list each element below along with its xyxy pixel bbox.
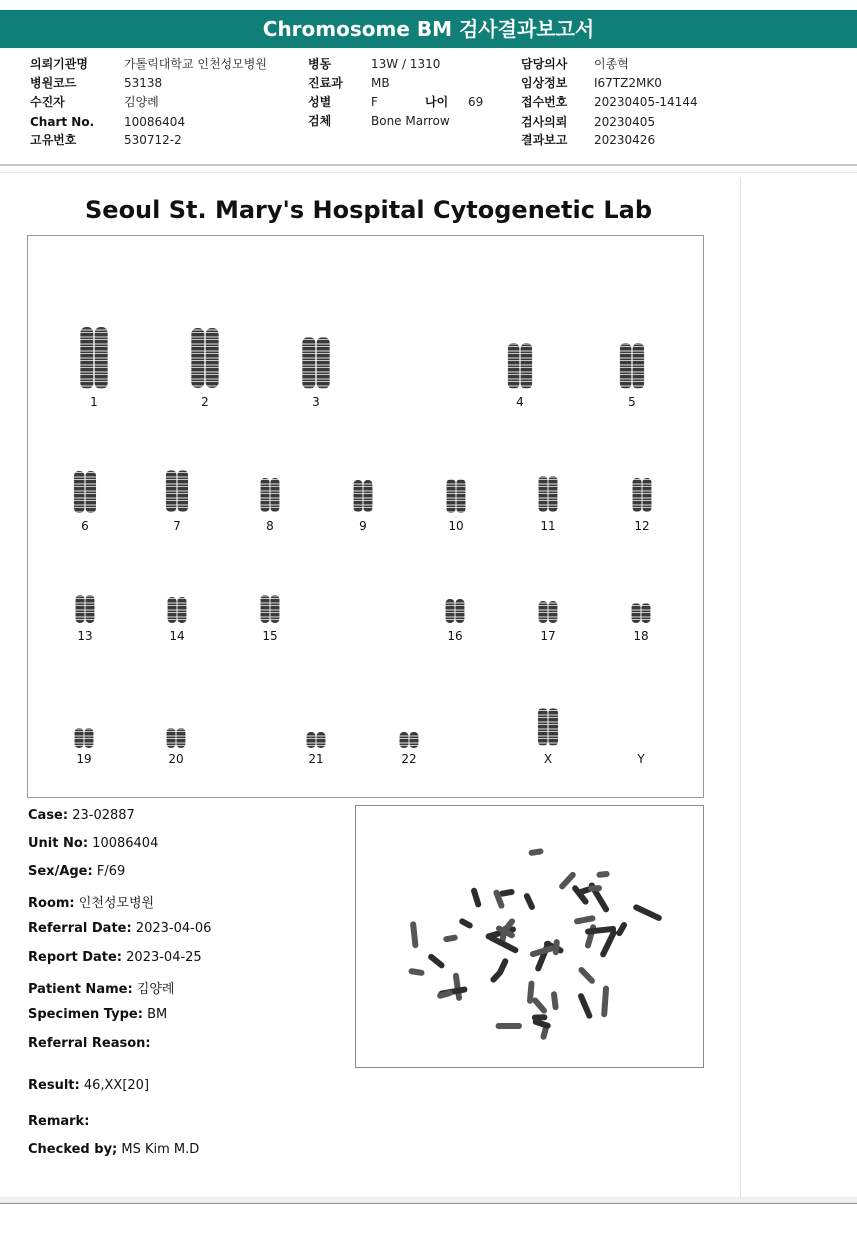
chromosome-label-16: 16 xyxy=(447,629,463,643)
meta-value-age: 69 xyxy=(468,95,484,109)
chromosome-label-15: 15 xyxy=(262,629,278,643)
room-label: Room: xyxy=(28,896,75,911)
field-remark xyxy=(28,1114,89,1129)
chromosome-label-11: 11 xyxy=(540,519,556,533)
patient-name-value: 김양례 xyxy=(136,982,175,997)
chromosome-label-7: 7 xyxy=(173,519,181,533)
case-label: Case: xyxy=(28,808,69,823)
chromosome-12-a xyxy=(633,478,642,512)
meta-label-sex: 성별 xyxy=(308,95,332,109)
chromosome-label-6: 6 xyxy=(81,519,89,533)
chromosome-5-a xyxy=(620,343,632,389)
chromosome-label-X: X xyxy=(543,752,553,766)
chromosome-label-21: 21 xyxy=(308,752,324,766)
meta-value-clinical-info: I67TZ2MK0 xyxy=(594,76,662,90)
meta-value-patient: 김양례 xyxy=(124,95,159,109)
room-value: 인천성모병원 xyxy=(78,896,155,911)
chromosome-label-17: 17 xyxy=(540,629,556,643)
footer-divider xyxy=(0,1203,857,1204)
meta-label-specimen: 검체 xyxy=(308,114,332,128)
field-case xyxy=(28,808,135,823)
metaphase-chromosome xyxy=(632,903,663,922)
metaphase-chromosome xyxy=(496,1023,522,1029)
chromosome-11-a xyxy=(539,476,548,512)
metaphase-chromosome xyxy=(596,871,610,878)
chromosome-18-b xyxy=(641,603,650,623)
meta-value-hospital-code: 53138 xyxy=(124,76,163,90)
field-result xyxy=(28,1078,149,1093)
chromosome-8-a xyxy=(261,478,270,512)
metaphase-chromosome xyxy=(408,968,425,976)
meta-label-request-date: 검사의뢰 xyxy=(521,115,568,129)
metaphase-chromosome xyxy=(458,917,474,929)
meta-value-sex: F xyxy=(371,95,378,109)
report-date-value: 2023-04-25 xyxy=(126,950,202,965)
chromosome-20-a xyxy=(167,728,176,748)
metaphase-chromosome xyxy=(531,996,548,1014)
chromosome-16-b xyxy=(455,599,464,623)
metaphase-chromosome xyxy=(427,953,446,970)
chromosome-11-b xyxy=(548,476,557,512)
report-title: Chromosome BM 검사결과보고서 xyxy=(0,10,857,48)
chromosome-label-2: 2 xyxy=(201,395,209,409)
meta-label-department: 진료과 xyxy=(308,76,343,90)
meta-label-unique-id: 고유번호 xyxy=(30,133,77,147)
meta-label-hospital-code: 병원코드 xyxy=(30,76,77,90)
remark-label: Remark: xyxy=(28,1114,90,1129)
metaphase-chromosome xyxy=(443,934,458,942)
metaphase-chromosome xyxy=(601,985,609,1017)
field-referral-date xyxy=(28,921,211,936)
meta-label-age: 나이 xyxy=(425,95,449,109)
metaphase-chromosome xyxy=(574,915,596,925)
chromosome-label-9: 9 xyxy=(359,519,367,533)
chromosome-21-b xyxy=(316,732,325,748)
meta-value-accession-no: 20230405-14144 xyxy=(594,95,698,109)
chromosome-X-a xyxy=(538,708,548,746)
chromosome-12-b xyxy=(642,478,651,512)
meta-value-department: MB xyxy=(371,76,390,90)
chromosome-15-a xyxy=(261,595,270,623)
meta-value-chart-no: 10086404 xyxy=(124,115,186,129)
metaphase-chromosome xyxy=(499,889,516,898)
chromosome-18-a xyxy=(632,603,641,623)
lab-title: Seoul St. Mary's Hospital Cytogenetic Lab xyxy=(85,196,652,224)
patient-name-label: Patient Name: xyxy=(28,982,133,997)
chromosome-label-14: 14 xyxy=(169,629,185,643)
referral-reason-label: Referral Reason: xyxy=(28,1036,151,1051)
chromosome-7-a xyxy=(166,470,177,512)
metaphase-image xyxy=(355,805,704,1068)
chromosome-22-b xyxy=(409,732,418,748)
field-checked-by xyxy=(28,1142,199,1157)
specimen-type-value: BM xyxy=(147,1007,168,1022)
meta-label-chart-no: Chart No. xyxy=(30,115,95,129)
header-divider-light xyxy=(0,172,857,173)
chromosome-2-a xyxy=(191,328,204,388)
unit-no-label: Unit No: xyxy=(28,836,89,851)
field-referral-reason xyxy=(28,1036,151,1051)
metaphase-chromosome xyxy=(528,848,544,856)
karyogram-image xyxy=(27,235,704,798)
chromosome-1-a xyxy=(80,327,93,389)
meta-value-request-date: 20230405 xyxy=(594,115,656,129)
chromosome-label-13: 13 xyxy=(77,629,93,643)
unit-no-value: 10086404 xyxy=(92,836,159,851)
meta-label-institution: 의뢰기관명 xyxy=(30,57,88,71)
chromosome-6-a xyxy=(74,471,85,513)
meta-value-specimen: Bone Marrow xyxy=(371,114,450,128)
chromosome-label-20: 20 xyxy=(168,752,184,766)
chromosome-14-a xyxy=(168,597,177,623)
result-value: 46,XX[20] xyxy=(83,1078,150,1093)
chromosome-9-a xyxy=(354,480,363,512)
chromosome-7-b xyxy=(178,470,189,512)
metaphase-chromosome xyxy=(410,921,419,948)
referral-date-label: Referral Date: xyxy=(28,921,132,936)
chromosome-4-a xyxy=(508,343,520,389)
meta-label-report-date: 결과보고 xyxy=(521,133,568,147)
chromosome-9-b xyxy=(363,480,372,512)
meta-label-doctor: 담당의사 xyxy=(521,57,568,71)
meta-label-clinical-info: 임상정보 xyxy=(521,76,568,90)
chromosome-label-8: 8 xyxy=(266,519,274,533)
chromosome-19-a xyxy=(75,728,84,748)
chromosome-label-1: 1 xyxy=(90,395,98,409)
checked-by-value: MS Kim M.D xyxy=(121,1142,200,1157)
metaphase-chromosome xyxy=(615,921,628,937)
field-unit-no xyxy=(28,836,158,851)
field-specimen-type xyxy=(28,1007,167,1022)
chromosome-label-18: 18 xyxy=(633,629,649,643)
metaphase-chromosome xyxy=(588,885,602,892)
meta-value-ward: 13W / 1310 xyxy=(371,57,441,71)
meta-value-unique-id: 530712-2 xyxy=(124,133,182,147)
meta-label-ward: 병동 xyxy=(308,57,332,71)
metaphase-chromosome xyxy=(470,887,482,908)
chromosome-17-a xyxy=(539,601,548,623)
chromosome-20-b xyxy=(176,728,185,748)
chromosome-label-19: 19 xyxy=(76,752,92,766)
metaphase-chromosome xyxy=(551,991,559,1011)
chromosome-16-a xyxy=(446,599,455,623)
chromosome-17-b xyxy=(548,601,557,623)
chromosome-3-b xyxy=(317,337,330,389)
chromosome-21-a xyxy=(307,732,316,748)
field-room xyxy=(28,892,154,911)
metaphase-chromosome xyxy=(584,924,597,950)
checked-by-label: Checked by; xyxy=(28,1142,118,1157)
metaphase-chromosome xyxy=(577,992,593,1020)
meta-label-patient: 수진자 xyxy=(30,95,65,109)
field-sex-age xyxy=(28,864,125,879)
chromosome-10-b xyxy=(456,479,465,513)
case-value: 23-02887 xyxy=(72,808,135,823)
field-report-date xyxy=(28,950,202,965)
chromosome-2-b xyxy=(206,328,219,388)
sex-age-value: F/69 xyxy=(96,864,126,879)
chromosome-1-b xyxy=(95,327,108,389)
chromosome-label-12: 12 xyxy=(634,519,650,533)
metaphase-chromosome xyxy=(577,966,596,985)
chromosome-15-b xyxy=(270,595,279,623)
chromosome-label-3: 3 xyxy=(312,395,320,409)
meta-value-report-date: 20230426 xyxy=(594,133,656,147)
meta-value-doctor: 이종혁 xyxy=(594,57,629,71)
chromosome-19-b xyxy=(84,728,93,748)
field-patient-name xyxy=(28,978,174,997)
chromosome-label-Y: Y xyxy=(637,752,645,766)
chromosome-label-22: 22 xyxy=(401,752,417,766)
metaphase-chromosome xyxy=(523,892,536,911)
chromosome-22-a xyxy=(400,732,409,748)
chromosome-label-4: 4 xyxy=(516,395,524,409)
karyogram-svg xyxy=(28,236,705,799)
result-label: Result: xyxy=(28,1078,80,1093)
chromosome-6-b xyxy=(86,471,97,513)
chromosome-8-b xyxy=(270,478,279,512)
chromosome-label-5: 5 xyxy=(628,395,636,409)
sex-age-label: Sex/Age: xyxy=(28,864,93,879)
metaphase-svg xyxy=(356,806,703,1067)
chromosome-5-b xyxy=(633,343,645,389)
referral-date-value: 2023-04-06 xyxy=(135,921,212,936)
meta-label-accession-no: 접수번호 xyxy=(521,95,568,109)
chromosome-10-a xyxy=(447,479,456,513)
specimen-type-label: Specimen Type: xyxy=(28,1007,143,1022)
meta-value-institution: 가톨릭대학교 인천성모병원 xyxy=(124,57,267,71)
report-date-label: Report Date: xyxy=(28,950,123,965)
chromosome-14-b xyxy=(177,597,186,623)
header-divider xyxy=(0,164,857,166)
chromosome-X-b xyxy=(548,708,558,746)
chromosome-13-b xyxy=(85,595,94,623)
chromosome-label-10: 10 xyxy=(448,519,464,533)
metaphase-chromosome xyxy=(453,972,463,1001)
chromosome-3-a xyxy=(302,337,315,389)
metaphase-chromosome xyxy=(496,957,509,976)
chromosome-13-a xyxy=(76,595,85,623)
chromosome-4-b xyxy=(521,343,533,389)
